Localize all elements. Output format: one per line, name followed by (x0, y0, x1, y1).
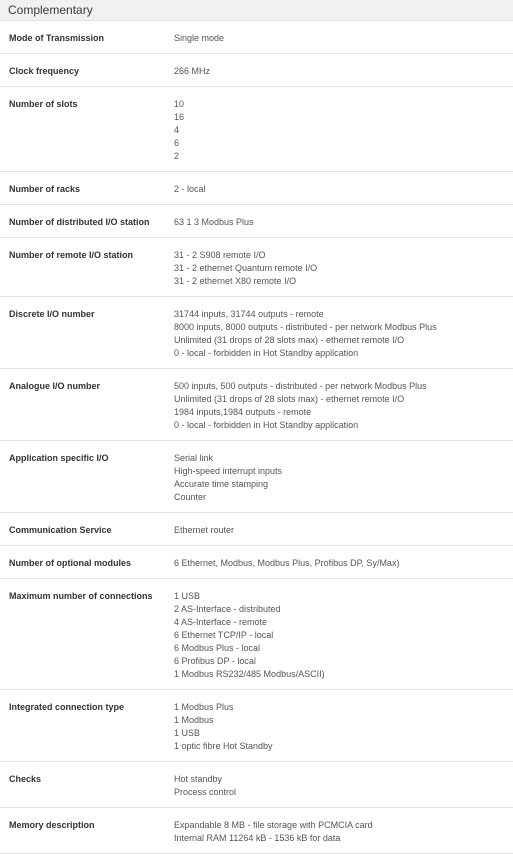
spec-value: 2 - local (174, 184, 206, 194)
spec-value: 6 (174, 138, 180, 148)
spec-value: 31 - 2 S908 remote I/O (174, 250, 266, 260)
spec-value: 266 MHz (174, 66, 211, 76)
spec-row (0, 238, 513, 297)
spec-values (174, 98, 513, 171)
spec-row (0, 513, 513, 546)
spec-label: Analogue I/O number (9, 381, 101, 391)
spec-row (0, 808, 513, 854)
spec-value: Hot standby (174, 774, 223, 784)
spec-values (174, 216, 513, 237)
spec-label: Number of racks (9, 184, 81, 194)
spec-value: Counter (174, 492, 207, 502)
spec-row (0, 172, 513, 205)
spec-value: 1 Modbus RS232/485 Modbus/ASCII) (174, 669, 325, 679)
spec-value: Expandable 8 MB - file storage with PCMCIA card (174, 820, 373, 830)
spec-row (0, 87, 513, 172)
spec-label: Number of optional modules (9, 558, 132, 568)
spec-value: 6 Ethernet TCP/IP - local (174, 630, 274, 640)
spec-value: 31 - 2 ethernet X80 remote I/O (174, 276, 297, 286)
spec-values (174, 819, 513, 853)
spec-values (174, 380, 513, 440)
spec-label: Memory description (9, 820, 95, 830)
spec-value: 0 - local - forbidden in Hot Standby application (174, 348, 359, 358)
spec-values (174, 308, 513, 368)
spec-label: Number of slots (9, 99, 78, 109)
spec-value: 1 Modbus Plus (174, 702, 234, 712)
spec-values (174, 524, 513, 545)
spec-row (0, 579, 513, 690)
spec-values (174, 557, 513, 578)
spec-value: Ethernet router (174, 525, 235, 535)
spec-label: Mode of Transmission (9, 33, 105, 43)
spec-label: Discrete I/O number (9, 309, 95, 319)
spec-row (0, 297, 513, 369)
spec-label: Number of remote I/O station (9, 250, 134, 260)
spec-label: Application specific I/O (9, 453, 109, 463)
spec-values (174, 452, 513, 512)
spec-row (0, 369, 513, 441)
spec-label: Checks (9, 774, 42, 784)
spec-value: Single mode (174, 33, 225, 43)
spec-values (174, 701, 513, 761)
spec-value: 4 AS-Interface - remote (174, 617, 268, 627)
spec-value: 500 inputs, 500 outputs - distributed - per network Modbus Plus (174, 381, 427, 391)
spec-value: Unlimited (31 drops of 28 slots max) - ethernet remote I/O (174, 394, 405, 404)
spec-value: 63 1 3 Modbus Plus (174, 217, 254, 227)
spec-row (0, 205, 513, 238)
spec-value: 31 - 2 ethernet Quantum remote I/O (174, 263, 318, 273)
spec-label: Maximum number of connections (9, 591, 153, 601)
spec-values (174, 590, 513, 689)
spec-value: 1984 inputs,1984 outputs - remote (174, 407, 312, 417)
spec-values (174, 183, 513, 204)
spec-value: 6 Modbus Plus - local (174, 643, 261, 653)
spec-label: Communication Service (9, 525, 112, 535)
spec-row (0, 54, 513, 87)
spec-value: 1 optic fibre Hot Standby (174, 741, 273, 751)
spec-value: 1 Modbus (174, 715, 214, 725)
spec-value: Serial link (174, 453, 214, 463)
spec-value: 10 (174, 99, 185, 109)
spec-value: 16 (174, 112, 185, 122)
spec-label: Number of distributed I/O station (9, 217, 150, 227)
spec-value: 6 Ethernet, Modbus, Modbus Plus, Profibus DP, Sy/Max) (174, 558, 400, 568)
spec-value: 1 USB (174, 728, 201, 738)
spec-value: 4 (174, 125, 180, 135)
spec-value: 31744 inputs, 31744 outputs - remote (174, 309, 324, 319)
spec-value: Accurate time stamping (174, 479, 269, 489)
spec-value: 0 - local - forbidden in Hot Standby application (174, 420, 359, 430)
section-header (0, 0, 513, 21)
spec-value: High-speed interrupt inputs (174, 466, 283, 476)
spec-table (0, 21, 513, 854)
spec-value: 8000 inputs, 8000 outputs - distributed - per network Modbus Plus (174, 322, 437, 332)
spec-value: Process control (174, 787, 237, 797)
spec-row (0, 21, 513, 54)
spec-value: 2 AS-Interface - distributed (174, 604, 281, 614)
section-title: Complementary (8, 3, 93, 17)
spec-row (0, 762, 513, 808)
spec-values (174, 32, 513, 53)
spec-value: Unlimited (31 drops of 28 slots max) - ethernet remote I/O (174, 335, 405, 345)
spec-row (0, 690, 513, 762)
spec-value: 6 Profibus DP - local (174, 656, 256, 666)
spec-value: 1 USB (174, 591, 201, 601)
spec-row (0, 441, 513, 513)
spec-values (174, 773, 513, 807)
spec-label: Clock frequency (9, 66, 80, 76)
spec-values (174, 65, 513, 86)
spec-row (0, 546, 513, 579)
spec-values (174, 249, 513, 296)
spec-value: Internal RAM 11264 kB - 1536 kB for data (174, 833, 341, 843)
spec-value: 2 (174, 151, 180, 161)
spec-label: Integrated connection type (9, 702, 125, 712)
